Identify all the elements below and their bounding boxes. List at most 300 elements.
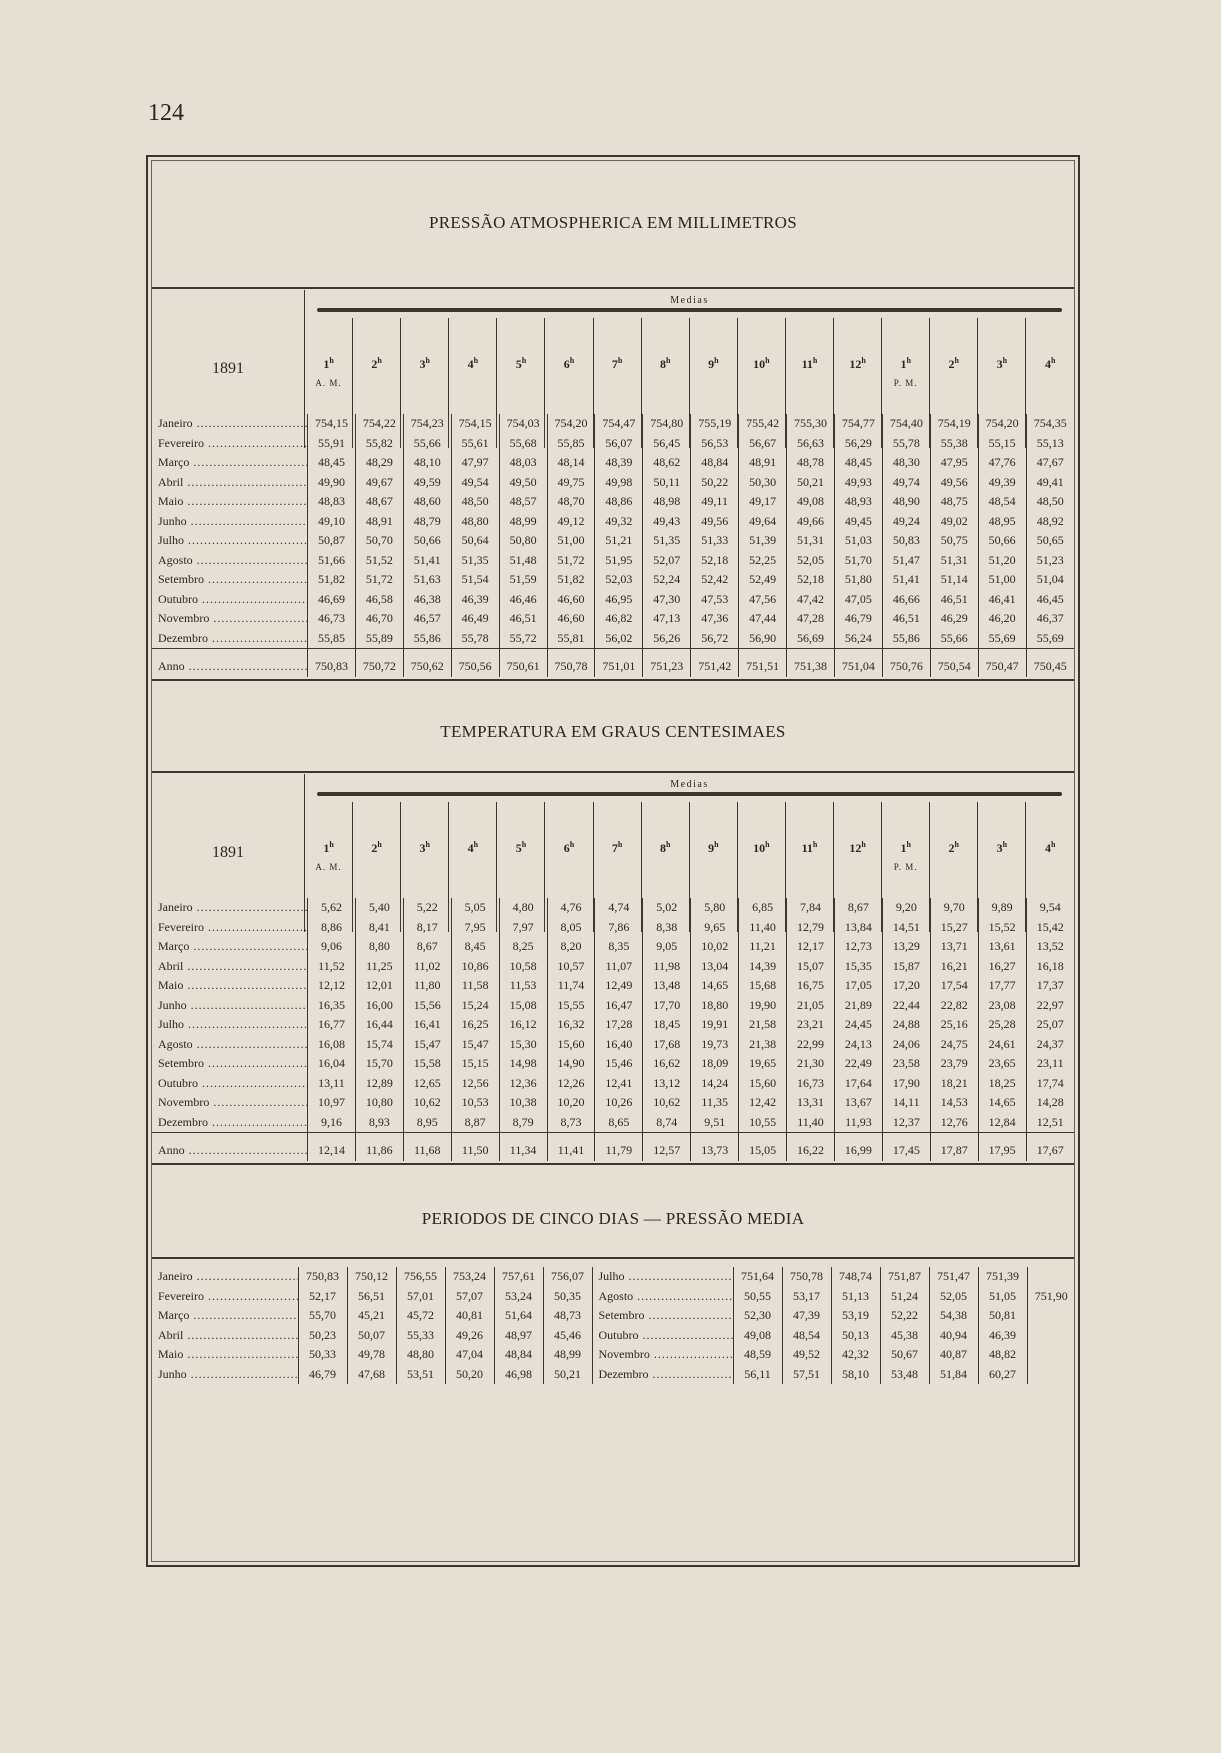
value-cell: 46,20 [978, 609, 1026, 629]
value-cell: 4,74 [595, 898, 643, 918]
value-cell: 47,05 [834, 590, 882, 610]
value-cell: 14,90 [547, 1054, 595, 1074]
value-cell: 48,54 [978, 492, 1026, 512]
row-label: Maio ..... [152, 976, 308, 996]
value-cell: 50,55 [733, 1287, 782, 1307]
table-row [152, 473, 1074, 493]
table-row [152, 649, 1074, 677]
row-label: Dezembro ..... [152, 1113, 308, 1133]
value-cell: 5,62 [308, 898, 356, 918]
value-cell: 13,29 [882, 937, 930, 957]
value-cell: 48,97 [494, 1326, 543, 1346]
value-cell: 51,72 [547, 551, 595, 571]
value-cell: 4,80 [499, 898, 547, 918]
value-cell: 17,67 [1026, 1133, 1074, 1161]
value-cell: 51,70 [834, 551, 882, 571]
value-cell: 55,69 [978, 629, 1026, 649]
value-cell: 750,78 [547, 649, 595, 677]
value-cell: 49,43 [643, 512, 691, 532]
row-label: Fevereiro ..... [152, 918, 308, 938]
row-label: Abril ..... [152, 473, 308, 493]
hour-suffix: h [665, 840, 671, 849]
value-cell: 40,81 [445, 1306, 494, 1326]
hour-label: 11 [801, 841, 813, 855]
value-cell: 51,24 [880, 1287, 929, 1307]
row-label: Novembro ..... [592, 1345, 733, 1365]
row-label: Junho ..... [152, 996, 308, 1016]
value-cell: 16,25 [451, 1015, 499, 1035]
value-cell [1027, 1345, 1075, 1365]
divider [152, 771, 1074, 773]
value-cell: 10,62 [643, 1093, 691, 1113]
row-label: Março ..... [152, 1306, 298, 1326]
value-cell: 49,52 [782, 1345, 831, 1365]
value-cell: 7,95 [451, 918, 499, 938]
row-label: Julho ..... [152, 531, 308, 551]
value-cell: 48,92 [1026, 512, 1074, 532]
hour-suffix: h [617, 356, 623, 365]
value-cell [1027, 1306, 1075, 1326]
value-cell: 10,97 [308, 1093, 356, 1113]
value-cell: 46,51 [499, 609, 547, 629]
value-cell: 24,61 [978, 1035, 1026, 1055]
row-label: Abril ..... [152, 957, 308, 977]
value-cell: 50,13 [831, 1326, 880, 1346]
hour-label: 7 [611, 357, 618, 371]
value-cell: 48,99 [543, 1345, 592, 1365]
value-cell: 50,80 [499, 531, 547, 551]
hour-label: 4 [467, 357, 474, 371]
value-cell: 55,86 [403, 629, 451, 649]
hour-suffix: h [812, 840, 818, 849]
value-cell: 13,31 [787, 1093, 835, 1113]
row-label: Maio ..... [152, 1345, 298, 1365]
table-row [152, 957, 1074, 977]
value-cell: 16,47 [595, 996, 643, 1016]
row-label: Anno ..... [152, 1133, 308, 1161]
value-cell: 16,22 [787, 1133, 835, 1161]
value-cell: 754,23 [403, 414, 451, 434]
table-row [152, 570, 1074, 590]
value-cell: 11,52 [308, 957, 356, 977]
value-cell: 12,42 [739, 1093, 787, 1113]
value-cell: 53,17 [782, 1287, 831, 1307]
value-cell: 9,54 [1026, 898, 1074, 918]
value-cell: 10,62 [403, 1093, 451, 1113]
pressure-year: 1891 [152, 290, 305, 448]
value-cell: 50,35 [543, 1287, 592, 1307]
value-cell: 13,48 [643, 976, 691, 996]
value-cell: 19,91 [691, 1015, 739, 1035]
value-cell: 10,53 [451, 1093, 499, 1113]
value-cell: 48,03 [499, 453, 547, 473]
value-cell: 47,68 [347, 1365, 396, 1385]
value-cell: 14,53 [930, 1093, 978, 1113]
value-cell: 46,58 [355, 590, 403, 610]
row-label: Setembro ..... [152, 1054, 308, 1074]
value-cell: 46,39 [451, 590, 499, 610]
value-cell: 48,70 [547, 492, 595, 512]
hour-label: 9 [708, 357, 715, 371]
value-cell: 12,57 [643, 1133, 691, 1161]
hour-label: 4 [467, 841, 474, 855]
value-cell: 40,94 [929, 1326, 978, 1346]
value-cell: 12,65 [403, 1074, 451, 1094]
hour-label: 2 [371, 357, 378, 371]
value-cell: 47,36 [691, 609, 739, 629]
value-cell: 25,16 [930, 1015, 978, 1035]
value-cell: 17,45 [882, 1133, 930, 1161]
value-cell: 46,39 [978, 1326, 1027, 1346]
value-cell: 14,11 [882, 1093, 930, 1113]
value-cell: 49,39 [978, 473, 1026, 493]
value-cell: 56,11 [733, 1365, 782, 1385]
value-cell: 15,70 [355, 1054, 403, 1074]
value-cell: 14,65 [691, 976, 739, 996]
value-cell: 48,99 [499, 512, 547, 532]
value-cell [1027, 1267, 1075, 1287]
value-cell: 751,87 [880, 1267, 929, 1287]
hour-suffix: h [329, 356, 334, 365]
table-row [152, 512, 1074, 532]
value-cell: 53,19 [831, 1306, 880, 1326]
value-cell: 52,22 [880, 1306, 929, 1326]
value-cell: 12,73 [834, 937, 882, 957]
value-cell: 754,15 [308, 414, 356, 434]
value-cell: 48,29 [355, 453, 403, 473]
value-cell: 12,79 [787, 918, 835, 938]
value-cell: 5,02 [643, 898, 691, 918]
value-cell: 11,93 [834, 1113, 882, 1133]
row-label: Dezembro ..... [592, 1365, 733, 1385]
value-cell: 50,70 [355, 531, 403, 551]
value-cell: 24,75 [930, 1035, 978, 1055]
value-cell: 9,89 [978, 898, 1026, 918]
value-cell: 48,98 [643, 492, 691, 512]
value-cell: 8,79 [499, 1113, 547, 1133]
value-cell: 754,20 [978, 414, 1026, 434]
value-cell: 55,85 [547, 434, 595, 454]
value-cell: 16,08 [308, 1035, 356, 1055]
table-row [152, 976, 1074, 996]
value-cell: 16,35 [308, 996, 356, 1016]
value-cell: 755,19 [691, 414, 739, 434]
value-cell: 47,56 [739, 590, 787, 610]
value-cell: 754,80 [643, 414, 691, 434]
value-cell: 55,72 [499, 629, 547, 649]
value-cell: 50,64 [451, 531, 499, 551]
temperature-table [152, 898, 1074, 1161]
hour-suffix: h [765, 840, 770, 849]
value-cell: 46,79 [834, 609, 882, 629]
value-cell: 10,02 [691, 937, 739, 957]
hour-suffix: h [377, 840, 382, 849]
value-cell: 51,41 [882, 570, 930, 590]
value-cell: 21,05 [787, 996, 835, 1016]
row-label: Setembro ..... [592, 1306, 733, 1326]
value-cell: 15,68 [739, 976, 787, 996]
hour-label: 2 [371, 841, 378, 855]
value-cell: 49,98 [595, 473, 643, 493]
value-cell: 55,33 [396, 1326, 445, 1346]
value-cell: 46,60 [547, 609, 595, 629]
value-cell: 9,05 [643, 937, 691, 957]
value-cell: 15,52 [978, 918, 1026, 938]
value-cell: 15,58 [403, 1054, 451, 1074]
row-label: Novembro ..... [152, 1093, 308, 1113]
value-cell: 42,32 [831, 1345, 880, 1365]
value-cell: 16,12 [499, 1015, 547, 1035]
value-cell: 11,02 [403, 957, 451, 977]
row-label: Março ..... [152, 937, 308, 957]
hour-suffix: h [569, 356, 575, 365]
hour-suffix: h [812, 356, 818, 365]
value-cell: 22,44 [882, 996, 930, 1016]
value-cell: 751,90 [1027, 1287, 1075, 1307]
value-cell: 55,85 [308, 629, 356, 649]
value-cell: 45,38 [880, 1326, 929, 1346]
table-row [152, 1093, 1074, 1113]
value-cell: 15,05 [739, 1133, 787, 1161]
row-label: Novembro ..... [152, 609, 308, 629]
value-cell: 24,13 [834, 1035, 882, 1055]
pm-label: P. M. [893, 862, 918, 872]
value-cell: 55,61 [451, 434, 499, 454]
value-cell: 12,51 [1026, 1113, 1074, 1133]
value-cell: 15,47 [451, 1035, 499, 1055]
value-cell: 754,40 [882, 414, 930, 434]
value-cell: 23,58 [882, 1054, 930, 1074]
value-cell: 22,49 [834, 1054, 882, 1074]
value-cell: 25,28 [978, 1015, 1026, 1035]
value-cell: 8,38 [643, 918, 691, 938]
value-cell: 48,30 [882, 453, 930, 473]
value-cell: 8,95 [403, 1113, 451, 1133]
value-cell: 21,38 [739, 1035, 787, 1055]
value-cell: 55,78 [882, 434, 930, 454]
value-cell: 49,64 [739, 512, 787, 532]
value-cell: 49,11 [691, 492, 739, 512]
value-cell: 15,47 [403, 1035, 451, 1055]
hour-suffix: h [473, 840, 479, 849]
value-cell: 55,15 [978, 434, 1026, 454]
value-cell: 51,59 [499, 570, 547, 590]
value-cell: 49,24 [882, 512, 930, 532]
hour-label: 12 [849, 357, 862, 371]
value-cell: 56,07 [595, 434, 643, 454]
value-cell: 55,70 [298, 1306, 347, 1326]
value-cell: 50,66 [403, 531, 451, 551]
value-cell: 751,23 [643, 649, 691, 677]
table-row [152, 453, 1074, 473]
value-cell: 45,46 [543, 1326, 592, 1346]
hour-label: 2 [948, 357, 955, 371]
temperature-title: TEMPERATURA EM GRAUS CENTESIMAES [440, 722, 786, 741]
value-cell: 48,54 [782, 1326, 831, 1346]
value-cell: 15,08 [499, 996, 547, 1016]
value-cell: 48,39 [595, 453, 643, 473]
value-cell: 46,38 [403, 590, 451, 610]
value-cell: 17,28 [595, 1015, 643, 1035]
hour-label: 4 [1044, 841, 1051, 855]
hour-suffix: h [1050, 840, 1056, 849]
value-cell: 51,84 [929, 1365, 978, 1385]
value-cell: 48,80 [396, 1345, 445, 1365]
value-cell: 17,90 [882, 1074, 930, 1094]
value-cell: 15,30 [499, 1035, 547, 1055]
value-cell: 52,17 [298, 1287, 347, 1307]
value-cell: 48,93 [834, 492, 882, 512]
value-cell: 51,31 [930, 551, 978, 571]
value-cell: 55,68 [499, 434, 547, 454]
hour-label: 1 [900, 357, 907, 371]
value-cell: 51,21 [595, 531, 643, 551]
value-cell: 49,56 [930, 473, 978, 493]
value-cell: 10,20 [547, 1093, 595, 1113]
value-cell: 55,13 [1026, 434, 1074, 454]
value-cell: 13,84 [834, 918, 882, 938]
value-cell: 47,53 [691, 590, 739, 610]
table-row [152, 434, 1074, 454]
value-cell: 50,33 [298, 1345, 347, 1365]
value-cell: 50,87 [308, 531, 356, 551]
value-cell: 9,16 [308, 1113, 356, 1133]
value-cell: 16,44 [355, 1015, 403, 1035]
value-cell: 49,32 [595, 512, 643, 532]
value-cell: 8,93 [355, 1113, 403, 1133]
value-cell: 51,47 [882, 551, 930, 571]
value-cell: 8,80 [355, 937, 403, 957]
value-cell: 19,90 [739, 996, 787, 1016]
value-cell: 12,41 [595, 1074, 643, 1094]
value-cell: 56,29 [834, 434, 882, 454]
value-cell: 18,25 [978, 1074, 1026, 1094]
medias-brace [317, 792, 1062, 796]
value-cell: 5,40 [355, 898, 403, 918]
value-cell: 52,18 [787, 570, 835, 590]
value-cell: 45,72 [396, 1306, 445, 1326]
value-cell: 46,45 [1026, 590, 1074, 610]
value-cell: 51,33 [691, 531, 739, 551]
value-cell: 51,63 [403, 570, 451, 590]
value-cell: 50,67 [880, 1345, 929, 1365]
value-cell: 754,47 [595, 414, 643, 434]
row-label: Agosto ..... [592, 1287, 733, 1307]
value-cell: 48,91 [355, 512, 403, 532]
value-cell: 753,24 [445, 1267, 494, 1287]
value-cell: 751,04 [834, 649, 882, 677]
value-cell: 58,10 [831, 1365, 880, 1385]
value-cell: 12,17 [787, 937, 835, 957]
value-cell: 15,60 [547, 1035, 595, 1055]
value-cell: 56,51 [347, 1287, 396, 1307]
value-cell: 47,04 [445, 1345, 494, 1365]
row-label: Outubro ..... [152, 1074, 308, 1094]
value-cell: 51,54 [451, 570, 499, 590]
value-cell: 46,70 [355, 609, 403, 629]
value-cell: 56,67 [739, 434, 787, 454]
hour-label: 2 [948, 841, 955, 855]
value-cell: 47,76 [978, 453, 1026, 473]
value-cell: 49,12 [547, 512, 595, 532]
value-cell: 13,73 [691, 1133, 739, 1161]
value-cell: 11,25 [355, 957, 403, 977]
value-cell: 756,55 [396, 1267, 445, 1287]
value-cell: 11,68 [403, 1133, 451, 1161]
row-label: Outubro ..... [592, 1326, 733, 1346]
row-label: Janeiro ..... [152, 898, 308, 918]
value-cell: 754,03 [499, 414, 547, 434]
value-cell: 16,21 [930, 957, 978, 977]
value-cell: 51,48 [499, 551, 547, 571]
value-cell: 12,01 [355, 976, 403, 996]
value-cell: 17,95 [978, 1133, 1026, 1161]
value-cell: 48,78 [787, 453, 835, 473]
value-cell: 24,88 [882, 1015, 930, 1035]
value-cell: 13,52 [1026, 937, 1074, 957]
value-cell: 46,60 [547, 590, 595, 610]
table-row [152, 898, 1074, 918]
periods-title: PERIODOS DE CINCO DIAS — PRESSÃO MEDIA [421, 1209, 805, 1228]
table-row [152, 1054, 1074, 1074]
value-cell: 22,97 [1026, 996, 1074, 1016]
value-cell: 47,39 [782, 1306, 831, 1326]
value-cell: 46,29 [930, 609, 978, 629]
table-row [152, 590, 1074, 610]
value-cell: 14,98 [499, 1054, 547, 1074]
value-cell: 12,49 [595, 976, 643, 996]
row-label: Março ..... [152, 453, 308, 473]
value-cell: 17,05 [834, 976, 882, 996]
value-cell: 50,07 [347, 1326, 396, 1346]
medias-text: Medias [670, 779, 709, 790]
hour-label: 3 [419, 357, 426, 371]
value-cell: 55,81 [547, 629, 595, 649]
value-cell: 755,30 [787, 414, 835, 434]
hour-suffix: h [329, 840, 334, 849]
value-cell: 17,87 [930, 1133, 978, 1161]
value-cell: 51,82 [547, 570, 595, 590]
row-label: Junho ..... [152, 512, 308, 532]
temperature-medias-label [305, 774, 1075, 802]
table-row [152, 609, 1074, 629]
table-row [152, 1365, 1075, 1385]
hour-suffix: h [954, 356, 959, 365]
value-cell: 51,41 [403, 551, 451, 571]
value-cell: 55,89 [355, 629, 403, 649]
value-cell: 48,67 [355, 492, 403, 512]
value-cell: 18,21 [930, 1074, 978, 1094]
value-cell: 55,38 [930, 434, 978, 454]
row-label: Agosto ..... [152, 1035, 308, 1055]
value-cell: 46,69 [308, 590, 356, 610]
value-cell: 15,55 [547, 996, 595, 1016]
value-cell: 18,09 [691, 1054, 739, 1074]
value-cell: 17,70 [643, 996, 691, 1016]
pressure-table [152, 414, 1074, 677]
value-cell: 8,17 [403, 918, 451, 938]
value-cell: 46,66 [882, 590, 930, 610]
hour-suffix: h [714, 356, 719, 365]
hour-suffix: h [861, 840, 866, 849]
value-cell: 11,21 [739, 937, 787, 957]
value-cell: 47,30 [643, 590, 691, 610]
row-label: Janeiro ..... [152, 414, 308, 434]
value-cell: 23,08 [978, 996, 1026, 1016]
value-cell: 21,58 [739, 1015, 787, 1035]
value-cell: 4,76 [547, 898, 595, 918]
value-cell: 49,50 [499, 473, 547, 493]
